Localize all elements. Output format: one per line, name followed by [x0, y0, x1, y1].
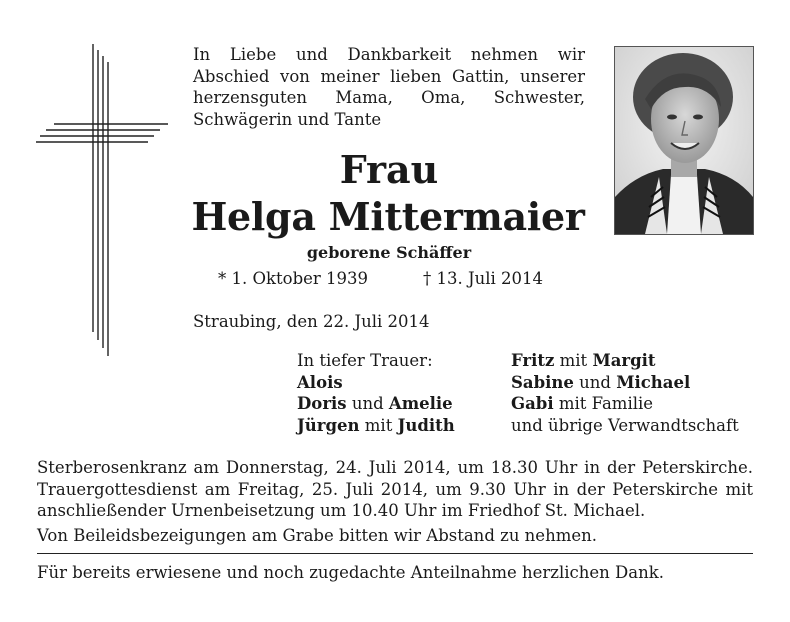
list-item: Sabine und Michael — [511, 372, 691, 392]
list-item: Fritz mit Margit — [511, 351, 656, 370]
birth-date: * 1. Oktober 1939 — [218, 269, 369, 288]
death-date: † 13. Juli 2014 — [423, 269, 544, 288]
salutation: Frau — [339, 147, 439, 192]
list-item: und übrige Verwandtschaft — [511, 415, 739, 435]
place-date: Straubing, den 22. Juli 2014 — [193, 312, 430, 331]
portrait-photo — [614, 46, 754, 235]
mourners-right — [511, 350, 739, 436]
list-item: Jürgen mit Judith — [297, 415, 455, 435]
cross-icon — [36, 44, 168, 356]
divider — [37, 553, 753, 554]
list-item: Alois — [297, 372, 343, 392]
thanks-text: Für bereits erwiesene und noch zugedachte Anteilnahme herzlichen Dank. — [37, 563, 664, 582]
condolence-text: Von Beileidsbezeigungen am Grabe bitten wir Abstand zu nehmen. — [37, 525, 597, 545]
list-item: Doris und Amelie — [297, 394, 453, 413]
maiden-name: geborene Schäffer — [306, 243, 472, 262]
mourners-heading: In tiefer Trauer: — [297, 351, 433, 370]
ceremony-text: Sterberosenkranz am Donnerstag, 24. Juli 2014, um 18.30 Uhr in der Peterskirche. Trauergottesdienst am Freitag, 25. Juli 2014, um 9.30 Uhr in der Peterskirche mit anschließender Urnenbeisetzung um 10.40 Uhr im Friedhof St. Michael. — [37, 458, 753, 520]
ceremony-info — [37, 457, 753, 546]
intro-text: In Liebe und Dankbarkeit nehmen wir Abschied von meiner lieben Gattin, unserer herzensguten Mama, Oma, Schwester, Schwägerin und Tante — [193, 45, 585, 129]
mourners-left — [297, 350, 455, 436]
list-item: Gabi mit Familie — [511, 394, 654, 413]
deceased-name: Helga Mittermaier — [191, 194, 585, 239]
